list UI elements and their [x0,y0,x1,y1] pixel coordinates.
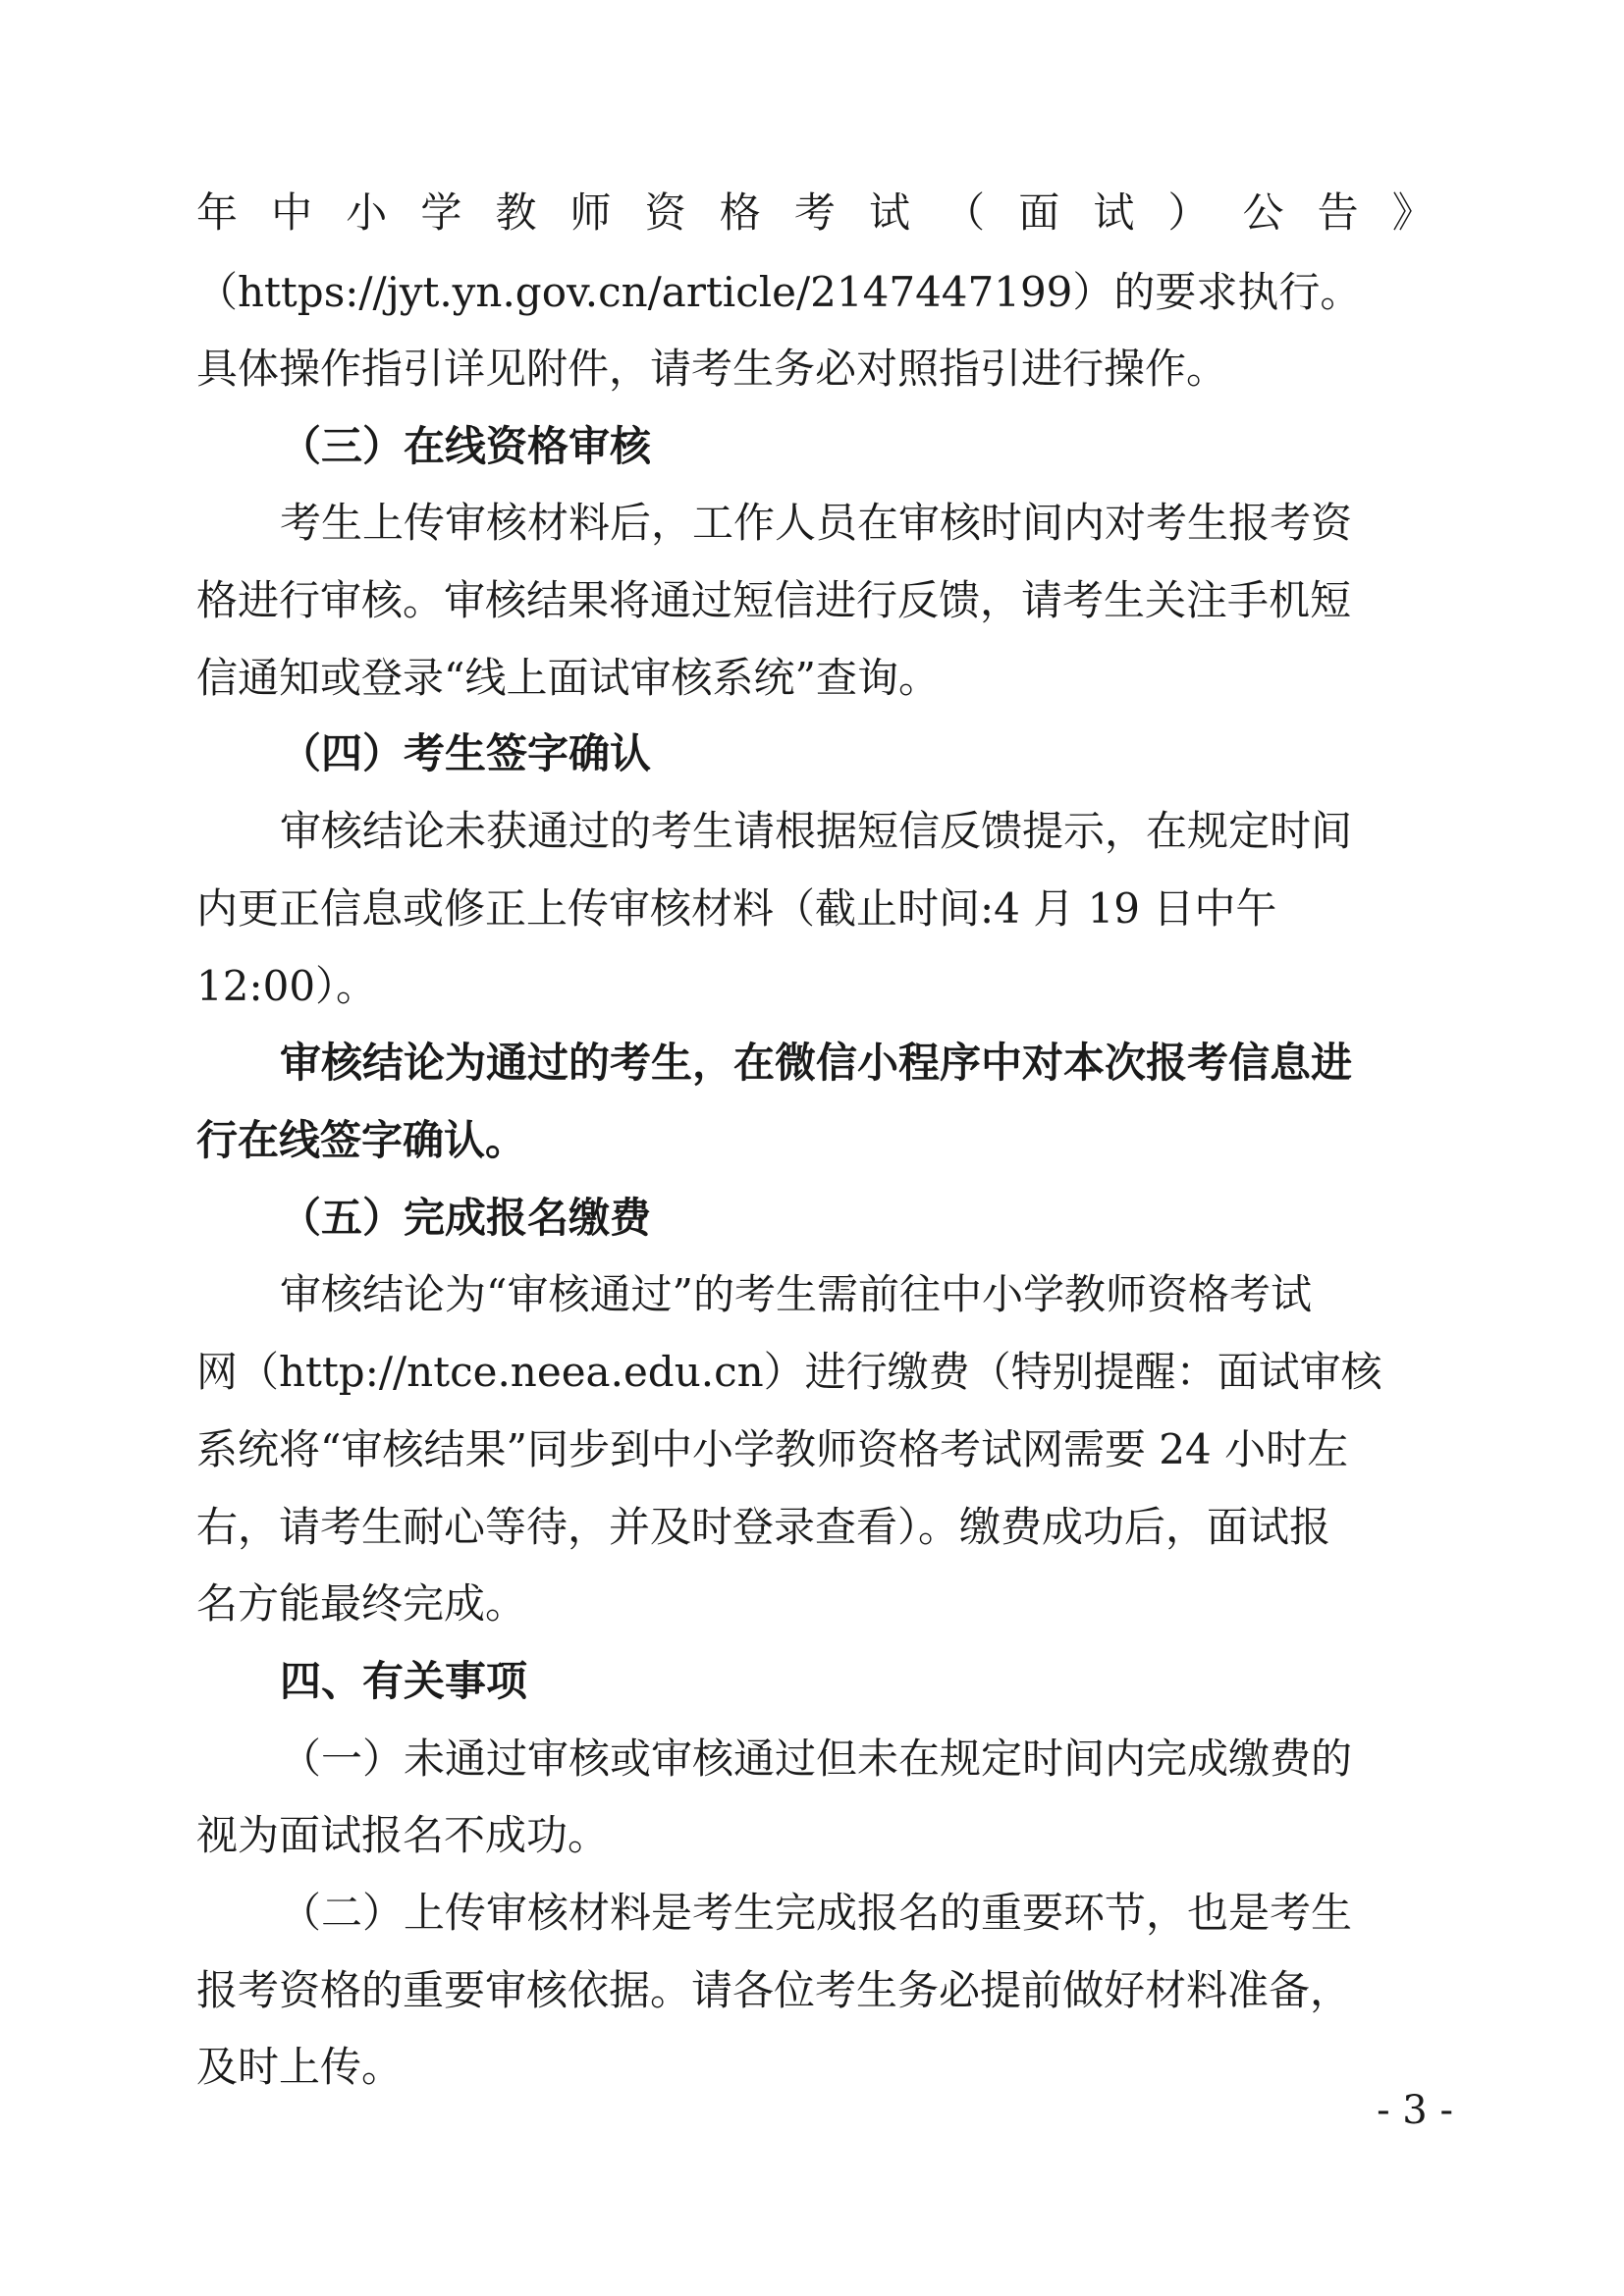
paragraph-line: 网（http://ntce.neea.edu.cn）进行缴费（特别提醒：面试审核 [196,1348,1382,1396]
spread-char: 格 [719,188,761,237]
spread-char: 试 [1093,188,1135,237]
paragraph-line: 具体操作指引详见附件，请考生务必对照指引进行操作。 [196,345,1228,393]
section-heading-payment: （五）完成报名缴费 [280,1194,652,1242]
spread-char: 师 [569,188,612,237]
spread-char: 告 [1317,188,1359,237]
spread-char: 》 [1391,188,1434,237]
paragraph-line: 信通知或登录“线上面试审核系统”查询。 [196,654,940,702]
paragraph-line: 报考资格的重要审核依据。请各位考生务必提前做好材料准备， [196,1966,1352,2014]
section-heading-signature-confirm: （四）考生签字确认 [280,729,652,777]
section-heading-online-review: （三）在线资格审核 [280,422,652,470]
paragraph-line: （二）上传审核材料是考生完成报名的重要环节，也是考生 [280,1889,1353,1937]
paragraph-line: 右，请考生耐心等待，并及时登录查看）。缴费成功后，面试报 [196,1503,1331,1551]
spread-char: 公 [1242,188,1284,237]
paragraph-line: 名方能最终完成。 [196,1579,527,1628]
paragraph-line: 审核结论为“审核通过”的考生需前往中小学教师资格考试 [280,1270,1312,1318]
spread-char: ） [1167,188,1210,237]
emphasis-line: 审核结论为通过的考生，在微信小程序中对本次报考信息进 [280,1039,1353,1087]
paragraph-line: 审核结论未获通过的考生请根据短信反馈提示，在规定时间 [280,807,1353,855]
spread-char: 教 [495,188,537,237]
page-number: - 3 - [1377,2088,1453,2133]
paragraph-line: 格进行审核。审核结果将通过短信进行反馈，请考生关注手机短 [196,576,1352,624]
paragraph-line-url: （https://jyt.yn.gov.cn/article/2147447199）的要求执行。 [196,268,1362,316]
spread-char: 年 [196,188,239,237]
paragraph-line: 及时上传。 [196,2043,404,2091]
paragraph-line-continuation-title [196,184,1434,242]
spread-char: 小 [346,188,388,237]
paragraph-line: 12:00）。 [196,962,378,1010]
spread-char: 考 [793,188,836,237]
spread-char: 试 [868,188,910,237]
paragraph-line: 考生上传审核材料后，工作人员在审核时间内对考生报考资 [280,499,1353,547]
emphasis-line: 行在线签字确认。 [196,1116,527,1164]
spread-char: 中 [271,188,313,237]
spread-char: （ [944,188,986,237]
paragraph-line: （一）未通过审核或审核通过但未在规定时间内完成缴费的 [280,1735,1353,1783]
spread-char: 面 [1018,188,1060,237]
spread-char: 学 [420,188,462,237]
section-heading-related-matters: 四、有关事项 [280,1657,528,1705]
paragraph-line: 内更正信息或修正上传审核材料（截止时间:4 月 19 日中午 [196,884,1277,933]
spread-char: 资 [644,188,686,237]
paragraph-line: 视为面试报名不成功。 [196,1811,610,1859]
paragraph-line: 系统将“审核结果”同步到中小学教师资格考试网需要 24 小时左 [196,1425,1349,1473]
